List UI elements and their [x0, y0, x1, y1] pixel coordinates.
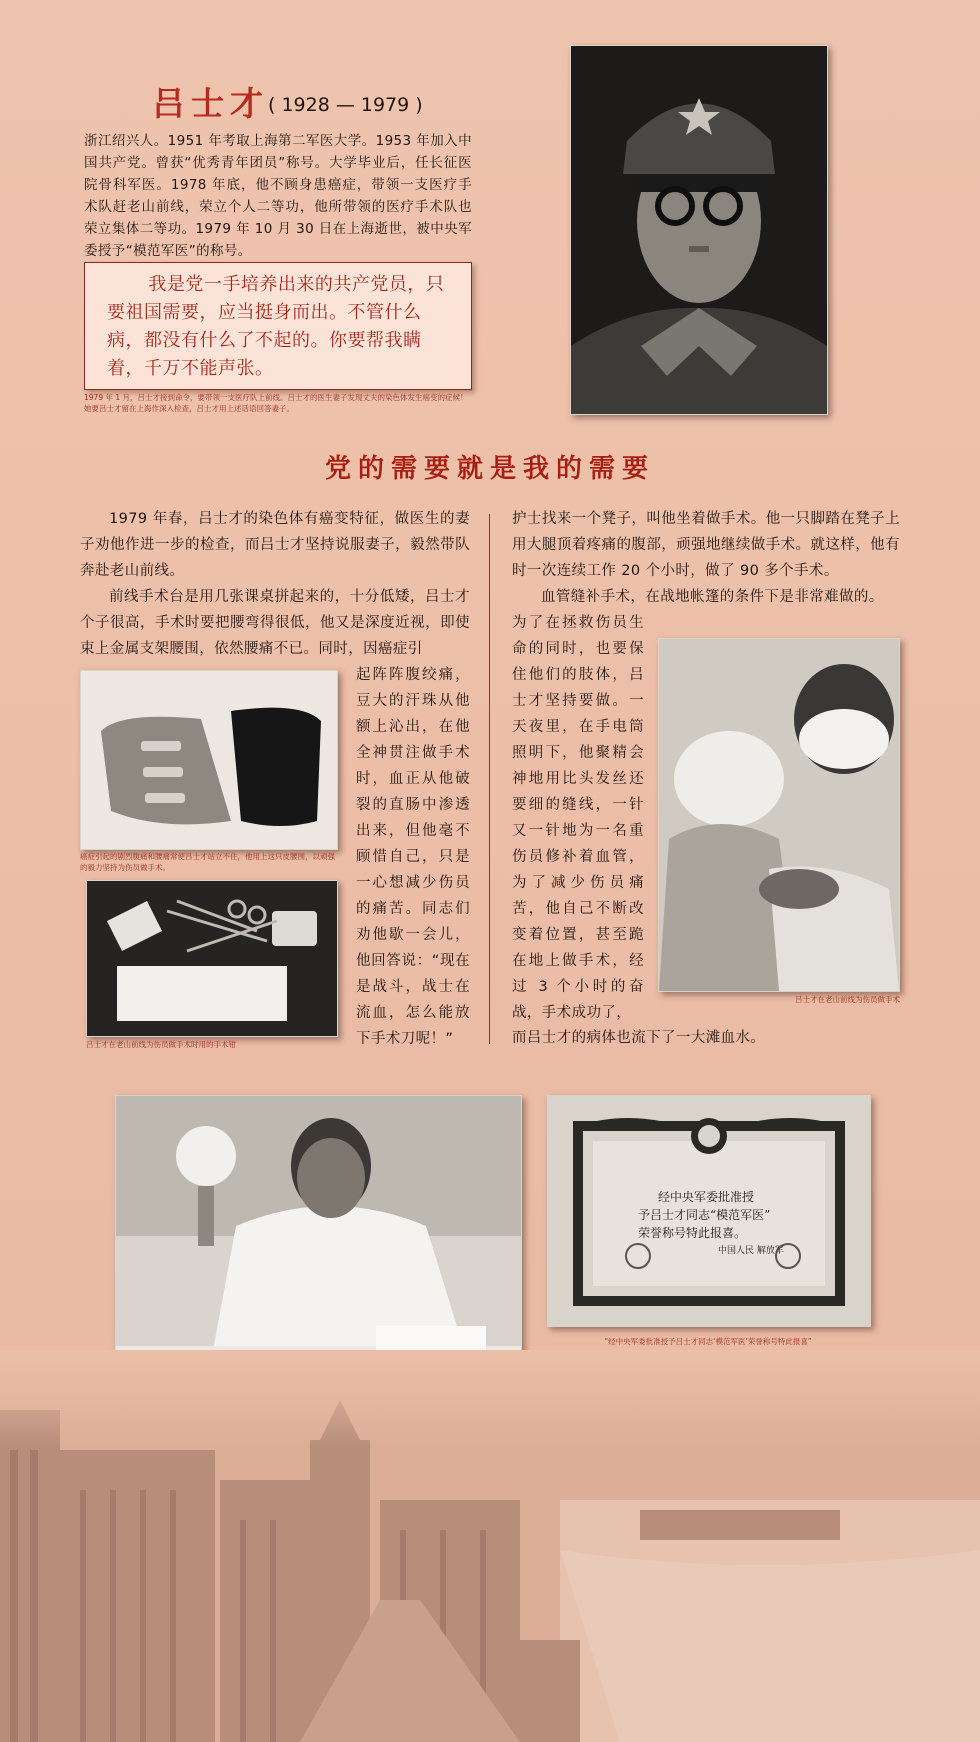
- waist-brace-caption: 癌症引起的剧烈腹痛和腰痛常使吕士才站立不住，他用上这只皮腰围，以顽强的毅力坚持为伤员做手术。: [80, 852, 335, 872]
- col1-paragraph1: 1979 年春，吕士才的染色体有癌变特征，做医生的妻子劝他作进一步的检查，而吕士才坚持说服妻子，毅然带队奔赴老山前线。: [80, 511, 470, 579]
- col2-paragraph1: 护士找来一个凳子，叫他坐着做手术。他一只脚踏在凳子上用大腿顶着疼痛的腹部，顽强地继续做手术。就这样，他有时一次连续工作 20 个小时，做了 90 多个手术。: [512, 511, 900, 579]
- column-divider: [489, 514, 490, 1044]
- portrait-photo: [570, 45, 828, 415]
- waist-brace-illustration: [81, 671, 337, 849]
- col1-paragraph2-continued: 起阵阵腹绞痛，豆大的汗珠从他额上沁出，在他全神贯注做手术时，血正从他破裂的直肠中渗透出来，但他毫不顾惜自己，只是一心想减少伤员的痛苦。同志们劝他歇一会儿，他回答说：“现在是战斗，战士在流血，怎么能放下手术刀呢！”: [356, 667, 470, 1047]
- surgical-tools-photo: [86, 880, 338, 1037]
- col1-paragraph2: 前线手术台是用几张课桌拼起来的，十分低矮，吕士才个子很高，手术时要把腰弯得很低，他又是深度近视，即使束上金属支架腰围，依然腰痛不已。同时，因癌症引: [80, 589, 470, 657]
- shanghai-bund-background: [0, 1350, 980, 1742]
- quote-box: [84, 262, 472, 390]
- biography: 浙江绍兴人。1951 年考取上海第二军医大学。1953 年加入中国共产党。曾获“优秀青年团员”称号。大学毕业后，任长征医院骨科军医。1978 年底，他不顾身患癌症，带领一支医疗手术队赶老山前线，荣立个人二等功，他所带领的医疗手术队也荣立集体二等功。1979 年 10 月 30 日在上海逝世，被中央军委授予“模范军医”的称号。: [84, 133, 472, 259]
- waist-brace-photo: [80, 670, 338, 850]
- portrait-illustration: [571, 46, 827, 414]
- writing-illustration: [116, 1096, 521, 1388]
- cityscape-illustration: [0, 1350, 980, 1742]
- col2-paragraph2-continued: 为了在拯救伤员生命的同时，也要保住他们的肢体，吕士才坚持要做。一天夜里，在手电筒照明下，他聚精会神地用比头发丝还要细的缝线，一针又一针地为一名重伤员修补着血管，为了减少伤员痛苦，他自己不断改变着位置，甚至跪在地上做手术，经过 3 个小时的奋战，手术成功了，: [512, 615, 644, 1021]
- certificate-caption: “经中央军委批准授予吕士才同志‘模范军医’荣誉称号特此报喜”: [604, 1337, 812, 1346]
- field-surgery-caption: 吕士才在老山前线为伤员做手术: [795, 995, 900, 1004]
- person-name: 吕士才: [152, 84, 269, 123]
- certificate-photo: [547, 1095, 871, 1327]
- quote-text: 我是党一手培养出来的共产党员，只要祖国需要，应当挺身而出。不管什么病，都没有什么了不起的。你要帮我瞒着，千万不能声张。: [107, 274, 445, 379]
- writing-photo: [115, 1095, 522, 1389]
- quote-caption: 1979 年 1 月，吕士才接到命令，要带领一支医疗队上前线。吕士才的医生妻子发现丈夫的染色体发生癌变的症候！她要吕士才留在上海作深入检查，吕士才用上述话语回答妻子。: [84, 393, 468, 413]
- surgical-tools-illustration: [87, 881, 337, 1036]
- life-years: ( 1928 — 1979 ): [268, 94, 423, 116]
- section-headline: 党的需要就是我的需要: [324, 454, 655, 484]
- col2-paragraph2: 血管缝补手术，在战地帐篷的条件下是非常难做的。: [541, 589, 884, 605]
- field-surgery-illustration: [659, 639, 899, 991]
- col2-paragraph3: 而吕士才的病体也流下了一大滩血水。: [512, 1030, 766, 1046]
- surgical-tools-caption: 吕士才在老山前线为伤员做手术时用的手术钳: [86, 1040, 236, 1049]
- certificate-text: 经中央军委批准授 予吕士才同志“模范军医” 荣誉称号特此报喜。 中国人民 解放军: [638, 1190, 784, 1256]
- field-surgery-photo: [658, 638, 900, 992]
